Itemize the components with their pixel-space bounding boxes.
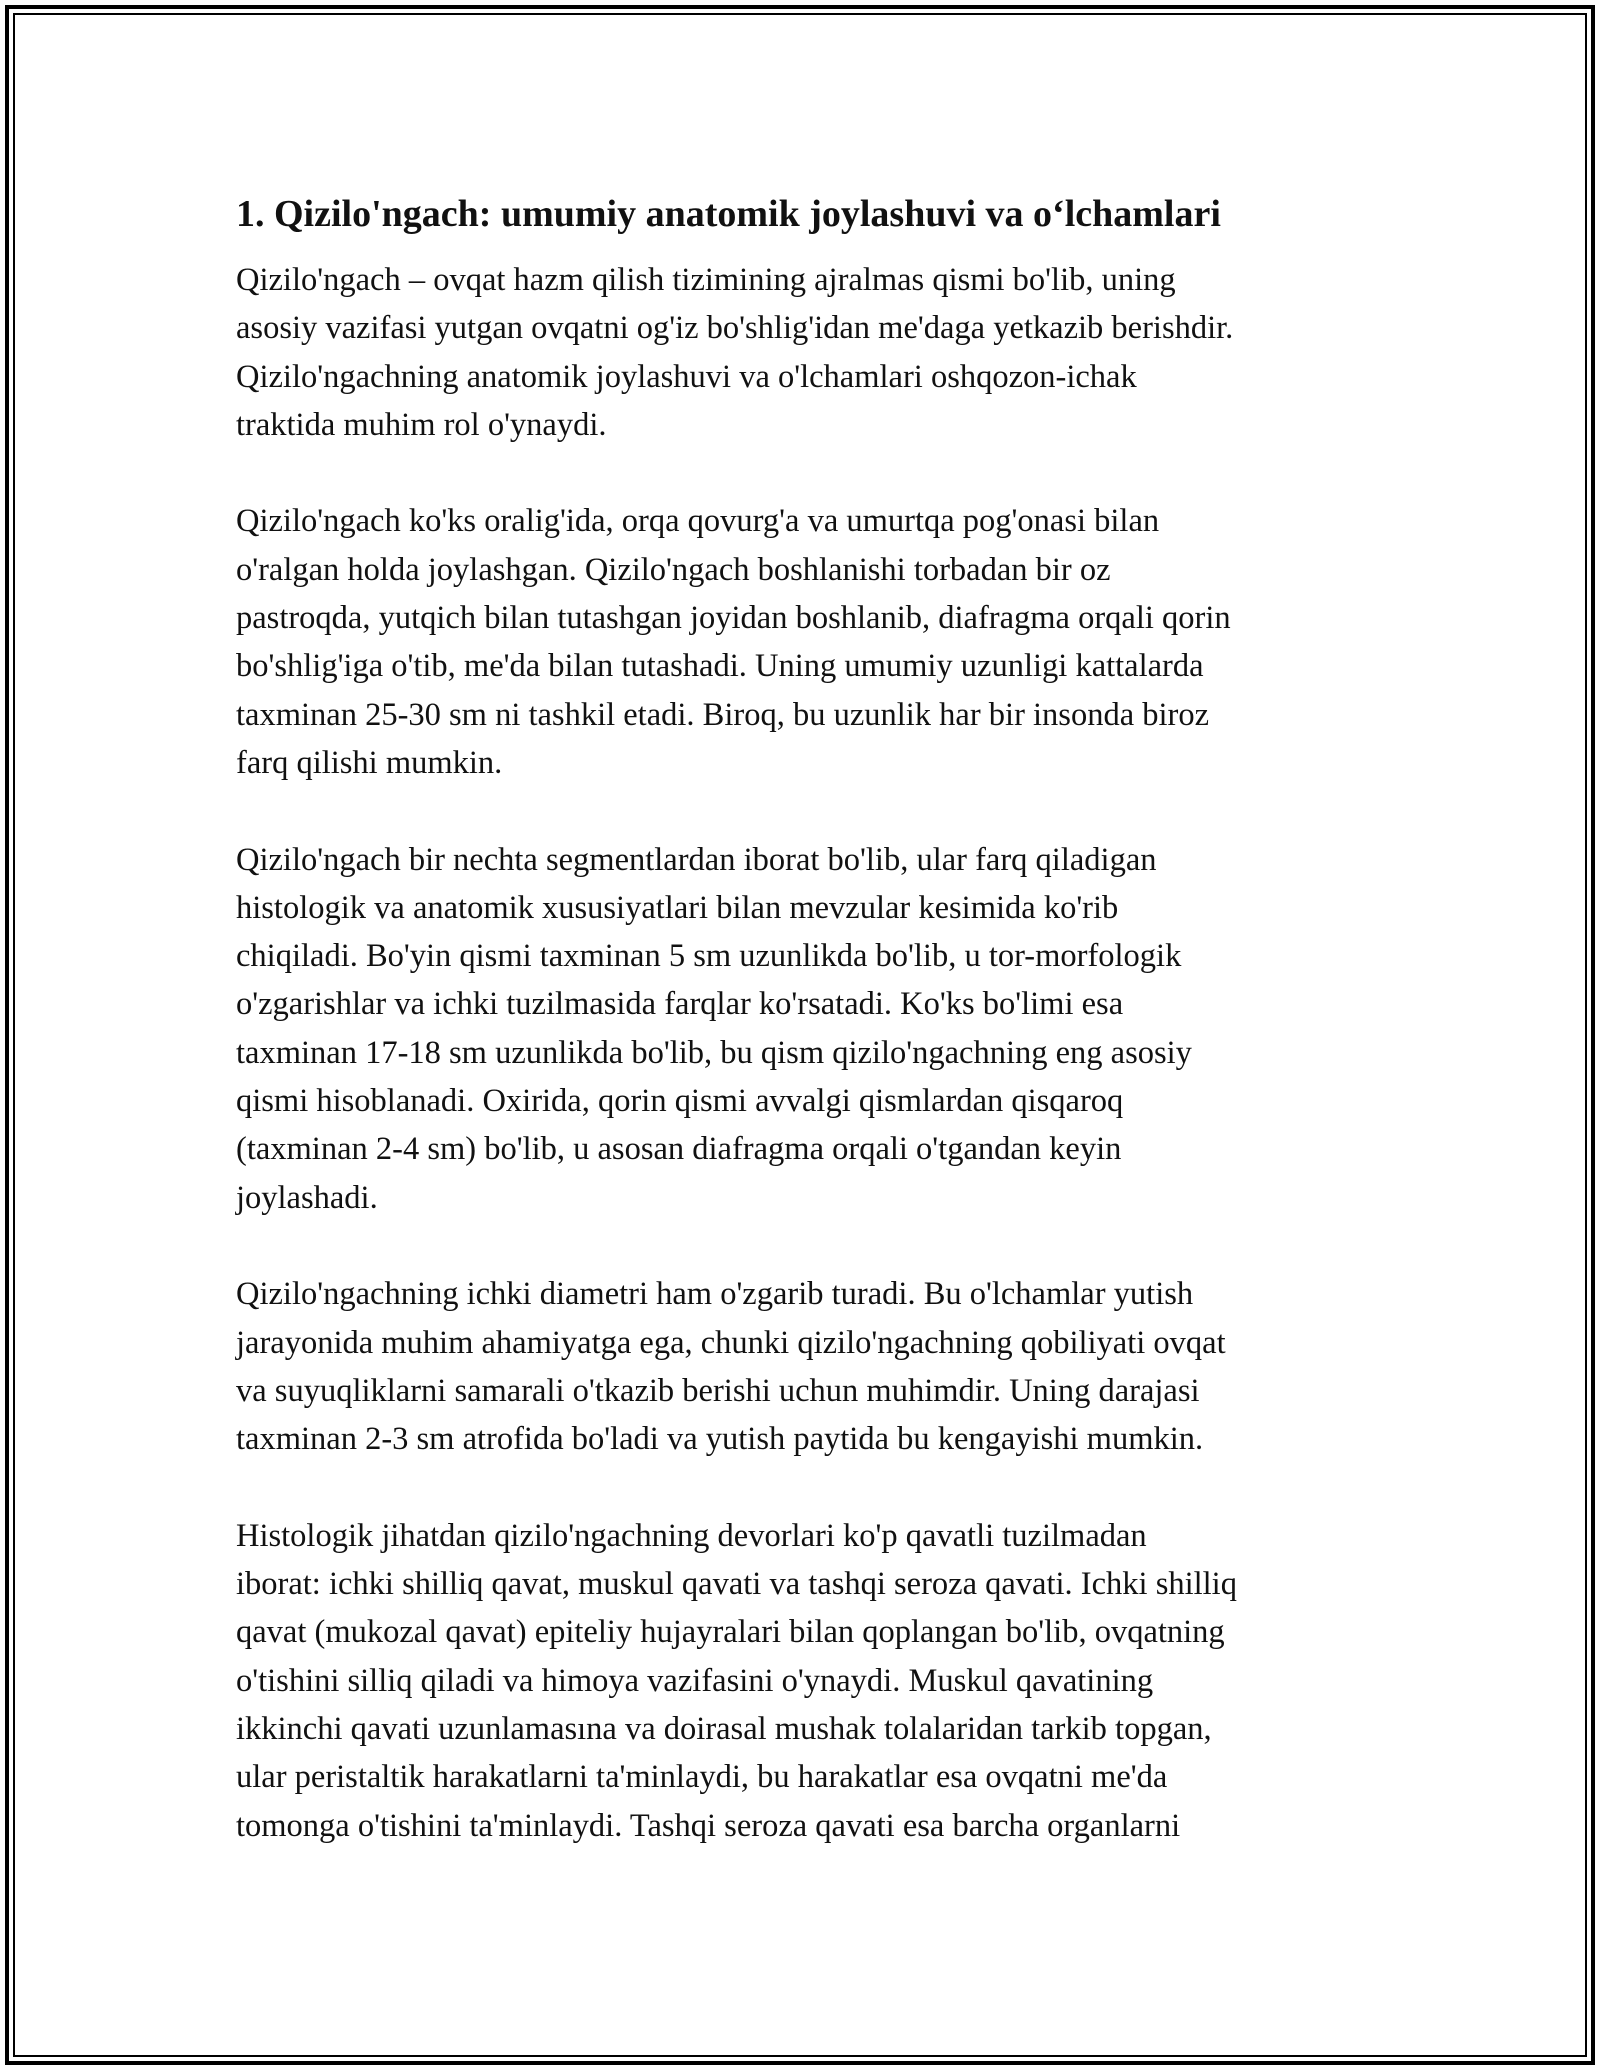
paragraph-line: taxminan 17-18 sm uzunlikda bo'lib, bu qism qizilo'ngachning eng asosiy: [236, 1034, 1192, 1071]
paragraph-line: ular peristaltik harakatlarni ta'minlaydi, bu harakatlar esa ovqatni me'da: [236, 1759, 1168, 1796]
paragraph-line: o'zgarishlar va ichki tuzilmasida farqlar ko'rsatadi. Ko'ks bo'limi esa: [236, 986, 1124, 1023]
paragraph-line: va suyuqliklarni samarali o'tkazib berishi uchun muhimdir. Uning darajasi: [236, 1372, 1200, 1409]
paragraph-line: Histologik jihatdan qizilo'ngachning devorlari ko'p qavatli tuzilmadan: [236, 1517, 1147, 1554]
paragraph: [236, 497, 1386, 787]
paragraph-line: joylashadi.: [236, 1179, 378, 1216]
paragraph-line: farq qilishi mumkin.: [236, 744, 503, 781]
paragraph-line: qismi hisoblanadi. Oxirida, qorin qismi avvalgi qismlardan qisqaroq: [236, 1083, 1124, 1120]
paragraph-line: taxminan 2-3 sm atrofida bo'ladi va yutish paytida bu kengayishi mumkin.: [236, 1421, 1204, 1458]
paragraph-line: Qizilo'ngachning ichki diametri ham o'zgarib turadi. Bu o'lchamlar yutish: [236, 1276, 1194, 1313]
paragraph: [236, 1512, 1386, 1850]
paragraph-line: taxminan 25-30 sm ni tashkil etadi. Biroq, bu uzunlik har bir insonda biroz: [236, 696, 1210, 733]
paragraph: [236, 1270, 1386, 1463]
paragraph: [236, 256, 1386, 449]
paragraph-line: histologik va anatomik xususiyatlari bilan mevzular kesimida ko'rib: [236, 889, 1119, 926]
paragraph-line: bo'shlig'iga o'tib, me'da bilan tutashadi. Uning umumiy uzunligi kattalarda: [236, 648, 1204, 685]
paragraph-line: pastroqda, yutqich bilan tutashgan joyidan boshlanib, diafragma orqali qorin: [236, 600, 1231, 637]
paragraph-line: ikkinchi qavati uzunlamasına va doirasal mushak tolalaridan tarkib topgan,: [236, 1710, 1212, 1747]
paragraph-line: chiqiladi. Bo'yin qismi taxminan 5 sm uzunlikda bo'lib, u tor-morfologik: [236, 938, 1182, 975]
document-body: [236, 186, 1386, 1898]
paragraph: [236, 836, 1386, 1222]
paragraph-line: (taxminan 2-4 sm) bo'lib, u asosan diafragma orqali o'tgandan keyin: [236, 1131, 1122, 1168]
paragraph-line: iborat: ichki shilliq qavat, muskul qavati va tashqi seroza qavati. Ichki shilliq: [236, 1566, 1237, 1603]
paragraph-line: Qizilo'ngachning anatomik joylashuvi va o'lchamlari oshqozon-ichak: [236, 358, 1137, 395]
paragraph-line: Qizilo'ngach ko'ks oralig'ida, orqa qovurg'a va umurtqa pog'onasi bilan: [236, 503, 1160, 540]
section-heading: 1. Qizilo'ngach: umumiy anatomik joylashuvi va o‘lchamlari: [236, 193, 1221, 235]
paragraph-line: jarayonida muhim ahamiyatga ega, chunki qizilo'ngachning qobiliyati ovqat: [236, 1324, 1226, 1361]
paragraph-line: o'tishini silliq qiladi va himoya vazifasini o'ynaydi. Muskul qavatining: [236, 1662, 1154, 1699]
paragraph-line: o'ralgan holda joylashgan. Qizilo'ngach boshlanishi torbadan bir oz: [236, 551, 1111, 588]
paragraph-list: [236, 256, 1386, 1850]
paragraph-line: traktida muhim rol o'ynaydi.: [236, 406, 607, 443]
paragraph-line: Qizilo'ngach bir nechta segmentlardan iborat bo'lib, ular farq qiladigan: [236, 841, 1157, 878]
paragraph-line: Qizilo'ngach – ovqat hazm qilish tizimining ajralmas qismi bo'lib, uning: [236, 262, 1176, 298]
paragraph-line: qavat (mukozal qavat) epiteliy hujayralari bilan qoplangan bo'lib, ovqatning: [236, 1614, 1225, 1651]
paragraph-line: tomonga o'tishini ta'minlaydi. Tashqi seroza qavati esa barcha organlarni: [236, 1807, 1181, 1844]
paragraph-line: asosiy vazifasi yutgan ovqatni og'iz bo'shlig'idan me'daga yetkazib berishdir.: [236, 310, 1234, 347]
